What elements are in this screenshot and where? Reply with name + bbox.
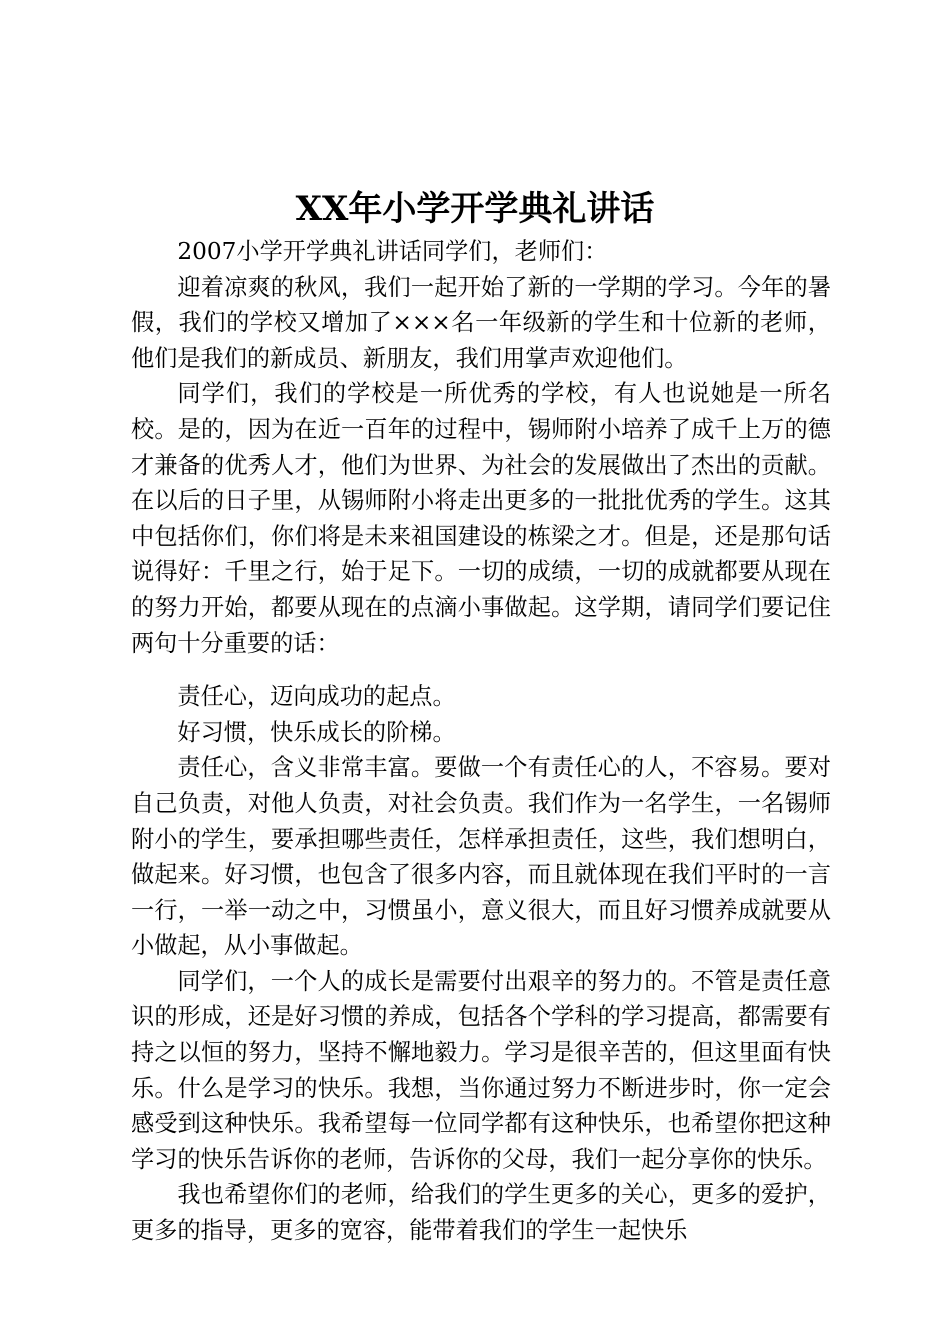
document-title: XX年小学开学典礼讲话	[295, 189, 655, 229]
paragraph: 同学们，我们的学校是一所优秀的学校，有人也说她是一所名校。是的，因为在近一百年的过程中，锡师附小培养了成千上万的德才兼备的优秀人才，他们为世界、为社会的发展做出了杰出的贡献。在以后的日子里，从锡师附小将走出更多的一批批优秀的学生。这其中包括你们，你们将是未来祖国建设的栋梁之才。但是，还是那句话说得好：千里之行，始于足下。一切的成绩，一切的成就都要从现在的努力开始，都要从现在的点滴小事做起。这学期，请同学们要记住两句十分重要的话：	[131, 380, 831, 657]
paragraph: 我也希望你们的老师，给我们的学生更多的关心，更多的爱护，更多的指导，更多的宽容，能带着我们的学生一起快乐	[131, 1181, 831, 1245]
paragraph: 同学们，一个人的成长是需要付出艰辛的努力的。不管是责任意识的形成，还是好习惯的养成，包括各个学科的学习提高，都需要有持之以恒的努力，坚持不懈地毅力。学习是很辛苦的，但这里面有快乐。什么是学习的快乐。我想，当你通过努力不断进步时，你一定会感受到这种快乐。我希望每一位同学都有这种快乐，也希望你把这种学习的快乐告诉你的老师，告诉你的父母，我们一起分享你的快乐。	[131, 967, 831, 1173]
motto-line: 好习惯，快乐成长的阶梯。	[177, 718, 456, 746]
paragraph: 迎着凉爽的秋风，我们一起开始了新的一学期的学习。今年的暑假，我们的学校又增加了×××名一年级新的学生和十位新的老师，他们是我们的新成员、新朋友，我们用掌声欢迎他们。	[131, 273, 831, 372]
motto-line: 责任心，迈向成功的起点。	[177, 683, 456, 711]
document-body	[131, 234, 831, 1249]
paragraph: 责任心，含义非常丰富。要做一个有责任心的人，不容易。要对自己负责，对他人负责，对社会负责。我们作为一名学生，一名锡师附小的学生，要承担哪些责任，怎样承担责任，这些，我们想明白，做起来。好习惯，也包含了很多内容，而且就体现在我们平时的一言一行，一举一动之中，习惯虽小，意义很大，而且好习惯养成就要从小做起，从小事做起。	[131, 754, 831, 960]
paragraph-greeting: 2007小学开学典礼讲话同学们，老师们：	[177, 238, 608, 265]
